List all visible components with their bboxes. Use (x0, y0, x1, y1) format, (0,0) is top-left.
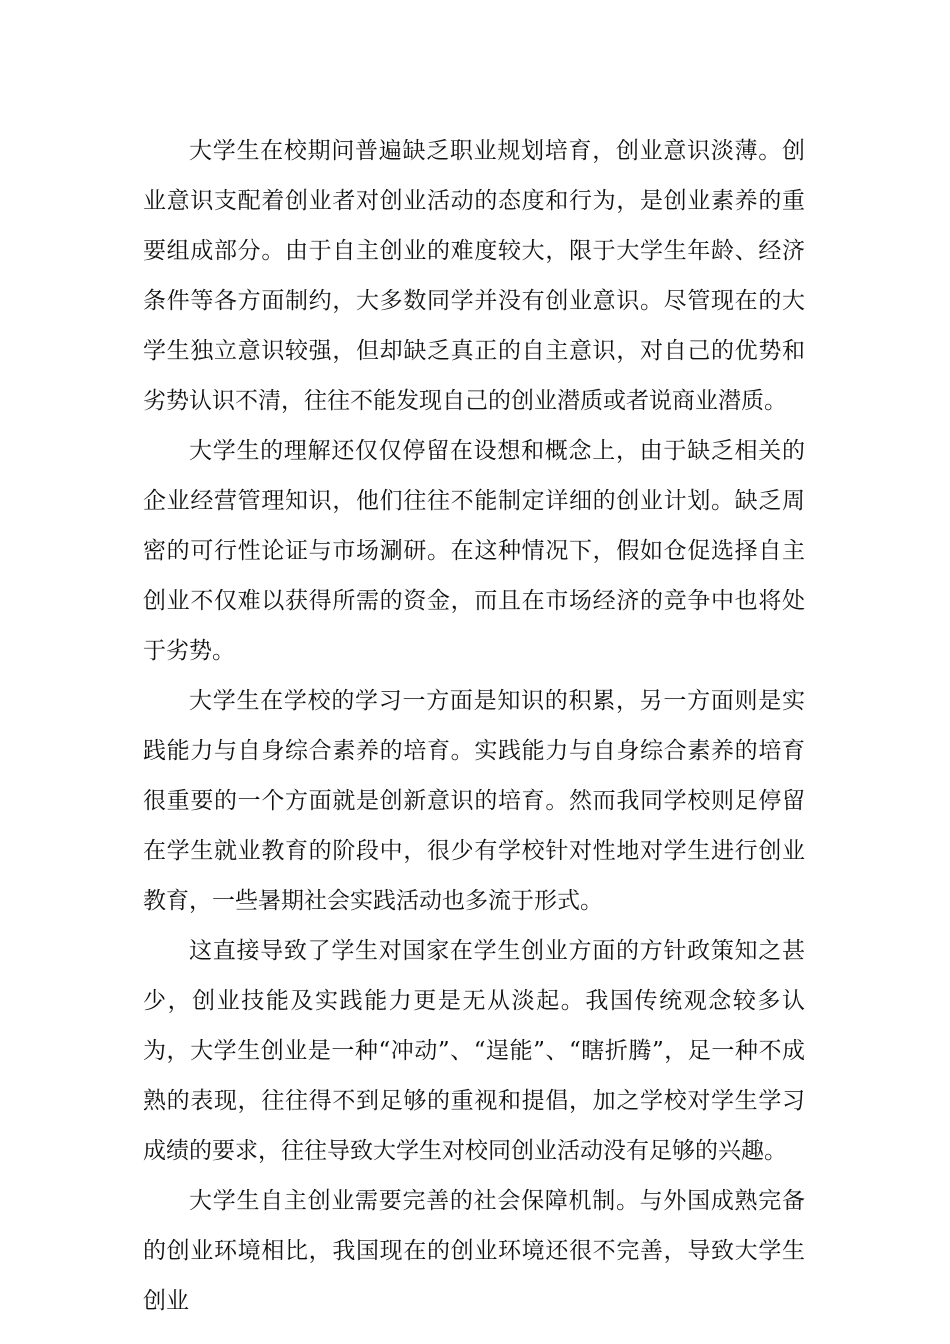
paragraph-4: 这直接导致了学生对国家在学生创业方面的方针政策知之甚少，创业技能及实践能力更是无从淡起。我国传统观念较多认为，大学生创业是一种“冲动”、“逞能”、“瞎折腾”，足一种不成熟的表现，往往得不到足够的重视和提倡，加之学校对学生学习成绩的要求，往往导致大学生对校同创业活动没有足够的兴趣。 (143, 938, 805, 1164)
document-body (143, 126, 805, 1326)
paragraph-3: 大学生在学校的学习一方面是知识的积累，另一方面则是实践能力与自身综合素养的培育。实践能力与自身综合素养的培育很重要的一个方面就是创新意识的培育。然而我同学校则足停留在学生就业教育的阶段中，很少有学校针对性地对学生进行创业教育，一些暑期社会实践活动也多流于形式。 (143, 688, 805, 914)
paragraph-2: 大学生的理解还仅仅停留在设想和概念上，由于缺乏相关的企业经营管理知识，他们往往不能制定详细的创业计划。缺乏周密的可行性论证与市场涮研。在这种情况下，假如仓促选择自主创业不仅难以获得所需的资金，而且在市场经济的竞争中也将处于劣势。 (143, 438, 805, 664)
paragraph-1: 大学生在校期问普遍缺乏职业规划培育，创业意识淡薄。创业意识支配着创业者对创业活动的态度和行为，是创业素养的重要组成部分。由于自主创业的难度较大，限于大学生年龄、经济条件等各方面制约，大多数同学并没有创业意识。尽管现在的大学生独立意识较强，但却缺乏真正的自主意识，对自己的优势和劣势认识不清，往往不能发现自己的创业潜质或者说商业潜质。 (143, 138, 805, 414)
paragraph-5: 大学生自主创业需要完善的社会保障机制。与外国成熟完备的创业环境相比，我国现在的创业环境还很不完善，导致大学生创业 (143, 1188, 805, 1314)
